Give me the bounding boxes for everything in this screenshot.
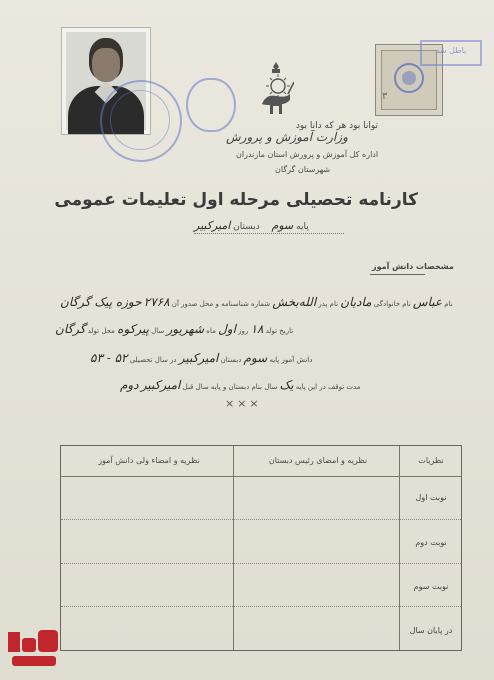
cancelled-stamp: باطل شد [420,40,482,66]
birth-place: پیرکوه [117,322,149,336]
school-label: دبستان [233,222,260,232]
student-row-birth: تاریخ تولد ۱۸ روز اول ماه شهریور سال پیرکوه محل تولد گرگان [55,322,294,336]
motto: توانا بود هر که دانا بود [295,121,378,131]
ministry-heading: وزارت آموزش و پرورش [226,130,348,144]
previous-grade: دوم [120,378,139,392]
previous-school: امیرکبیر [140,378,181,392]
current-school: امیرکبیر [178,351,219,365]
birth-month-number: اول [218,322,236,336]
emblem-icon [392,61,426,95]
assessment-table [60,445,462,651]
grade-value: سوم [271,219,294,232]
lion-and-sun-emblem-icon [258,60,294,120]
heading-underline [370,274,425,275]
family-name: مادیان [340,295,372,309]
stay-duration: یک [279,378,294,392]
school-round-stamp [100,80,182,162]
student-row-name: نام عباس نام خانوادگی مادیان نام پدر الله‌بخش شماره شناسنامه و محل صدور آن ۲۷۶۸ حوزه پیک گرگان [60,295,453,309]
student-row-history: مدت توقف در این پایه یک سال بنام دبستان و پایه سال قبل امیرکبیر دوم [120,378,361,392]
grade-label: پایه [296,222,309,232]
school-value: امیرکبیر [194,219,231,232]
id-place: حوزه پیک گرگان [60,295,142,309]
row-first-term: نوبت اول [415,493,447,502]
student-info-heading: مشخصات دانش آموز [372,262,454,271]
page-title: کارنامه تحصیلی مرحله اول تعلیمات عمومی [54,190,418,210]
grade-line [194,219,309,232]
academic-year: ۵۲ - ۵۳ [90,351,128,365]
birth-city: گرگان [55,322,86,336]
guardian-header: نظریه و امضاء ولی دانش آموز [98,456,200,465]
row-third-term: نوبت سوم [413,582,449,591]
school-oval-stamp [186,78,236,132]
revenue-stamp-value: ۳ [382,91,388,102]
grade-underline [194,233,344,234]
father-name: الله‌بخش [272,295,317,309]
watermark-logo-icon [6,628,62,672]
id-number: ۲۷۶۸ [143,295,170,309]
current-grade: سوم [243,351,268,365]
birth-month: شهریور [166,322,205,336]
principal-header: نظریه و امضای رئیس دبستان [268,456,368,465]
row-end-of-year: در پایان سال [409,626,453,635]
separator-marks: ××× [225,397,262,410]
county-heading: شهرستان گرگان [275,165,331,174]
row-second-term: نوبت دوم [415,538,447,547]
birth-day: ۱۸ [250,322,264,336]
periods-header: نظریات [418,456,444,465]
first-name: عباس [412,295,443,309]
office-heading: اداره کل آموزش و پرورش استان مازندران [236,150,379,159]
student-row-grade: دانش آموز پایه سوم دبستان امیرکبیر در سال تحصیلی ۵۲ - ۵۳ [90,351,313,365]
